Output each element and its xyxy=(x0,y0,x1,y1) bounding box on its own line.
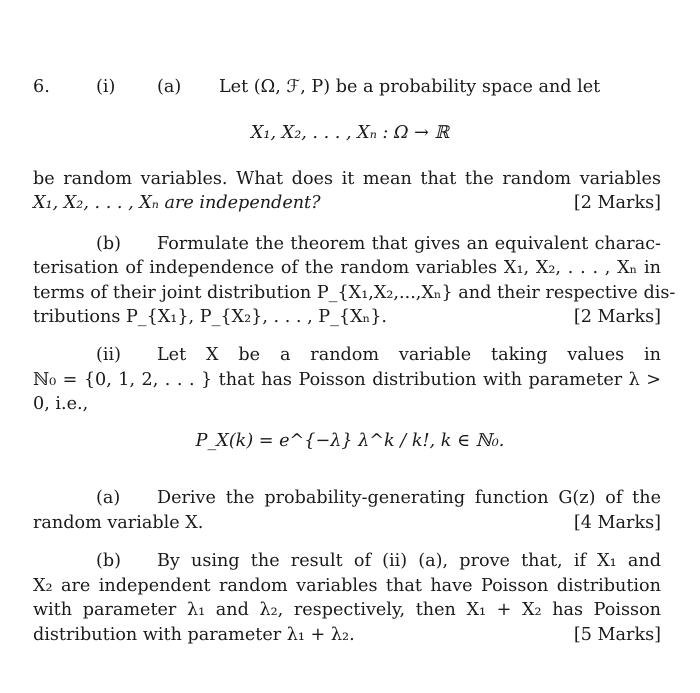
part-i-b-line-3: terms of their joint distribution P_{X₁,X₂,...,Xₙ} and their respective dis- xyxy=(33,283,676,303)
part-ii-b-text-1: By using the result of (ii) (a), prove that, if X₁ and xyxy=(157,551,661,571)
poisson-pmf-formula: P_X(k) = e^{−λ} λ^k / k!, k ∈ ℕ₀. xyxy=(195,431,505,451)
part-ii-text-1: Let X be a random variable taking values in xyxy=(157,345,661,365)
part-i-a-line-1: be random variables. What does it mean that the random variables xyxy=(33,169,661,189)
part-ii-line-3: 0, i.e., xyxy=(33,394,89,414)
part-ii-b-line-3: with parameter λ₁ and λ₂, respectively, then X₁ + X₂ has Poisson xyxy=(33,600,661,620)
part-ii-a-text-2: random variable X. xyxy=(33,513,204,533)
part-i-b-label: (b) xyxy=(96,234,121,254)
part-i-b-text-1: Formulate the theorem that gives an equivalent charac- xyxy=(157,234,661,254)
part-i-a-intro: Let (Ω, ℱ, P) be a probability space and let xyxy=(219,77,601,97)
part-i-b-line-4 xyxy=(33,306,661,328)
part-i-b-line-2: terisation of independence of the random variables X₁, X₂, . . . , Xₙ in xyxy=(33,258,661,278)
part-i-b-distributions-text: tributions P_{X₁}, P_{X₂}, . . . , P_{Xₙ}. xyxy=(33,307,388,327)
part-ii-b-label: (b) xyxy=(96,551,121,571)
part-ii-label: (ii) xyxy=(96,345,121,365)
part-ii-a-line-2 xyxy=(33,512,661,534)
random-variables-formula: X₁, X₂, . . . , Xₙ : Ω → ℝ xyxy=(250,123,450,143)
part-i-b-marks: [2 Marks] xyxy=(573,307,661,327)
question-number: 6. xyxy=(33,77,50,97)
part-i-a-marks: [2 Marks] xyxy=(573,193,661,213)
part-i-a-label: (a) xyxy=(157,77,182,97)
part-i-a-line-2 xyxy=(33,192,661,214)
part-ii-b-line-2: X₂ are independent random variables that have Poisson distribution xyxy=(33,576,661,596)
part-ii-a-label: (a) xyxy=(96,488,121,508)
part-ii-b-line-4 xyxy=(33,624,661,646)
part-i-label: (i) xyxy=(96,77,116,97)
part-ii-a-text-1: Derive the probability-generating function G(z) of the xyxy=(157,488,661,508)
part-ii-b-marks: [5 Marks] xyxy=(573,625,661,645)
part-i-a-question-text: X₁, X₂, . . . , Xₙ are independent? xyxy=(33,193,321,213)
part-ii-b-text-4: distribution with parameter λ₁ + λ₂. xyxy=(33,625,355,645)
part-ii-line-2: ℕ₀ = {0, 1, 2, . . . } that has Poisson distribution with parameter λ > xyxy=(33,370,661,390)
part-ii-a-marks: [4 Marks] xyxy=(573,513,661,533)
